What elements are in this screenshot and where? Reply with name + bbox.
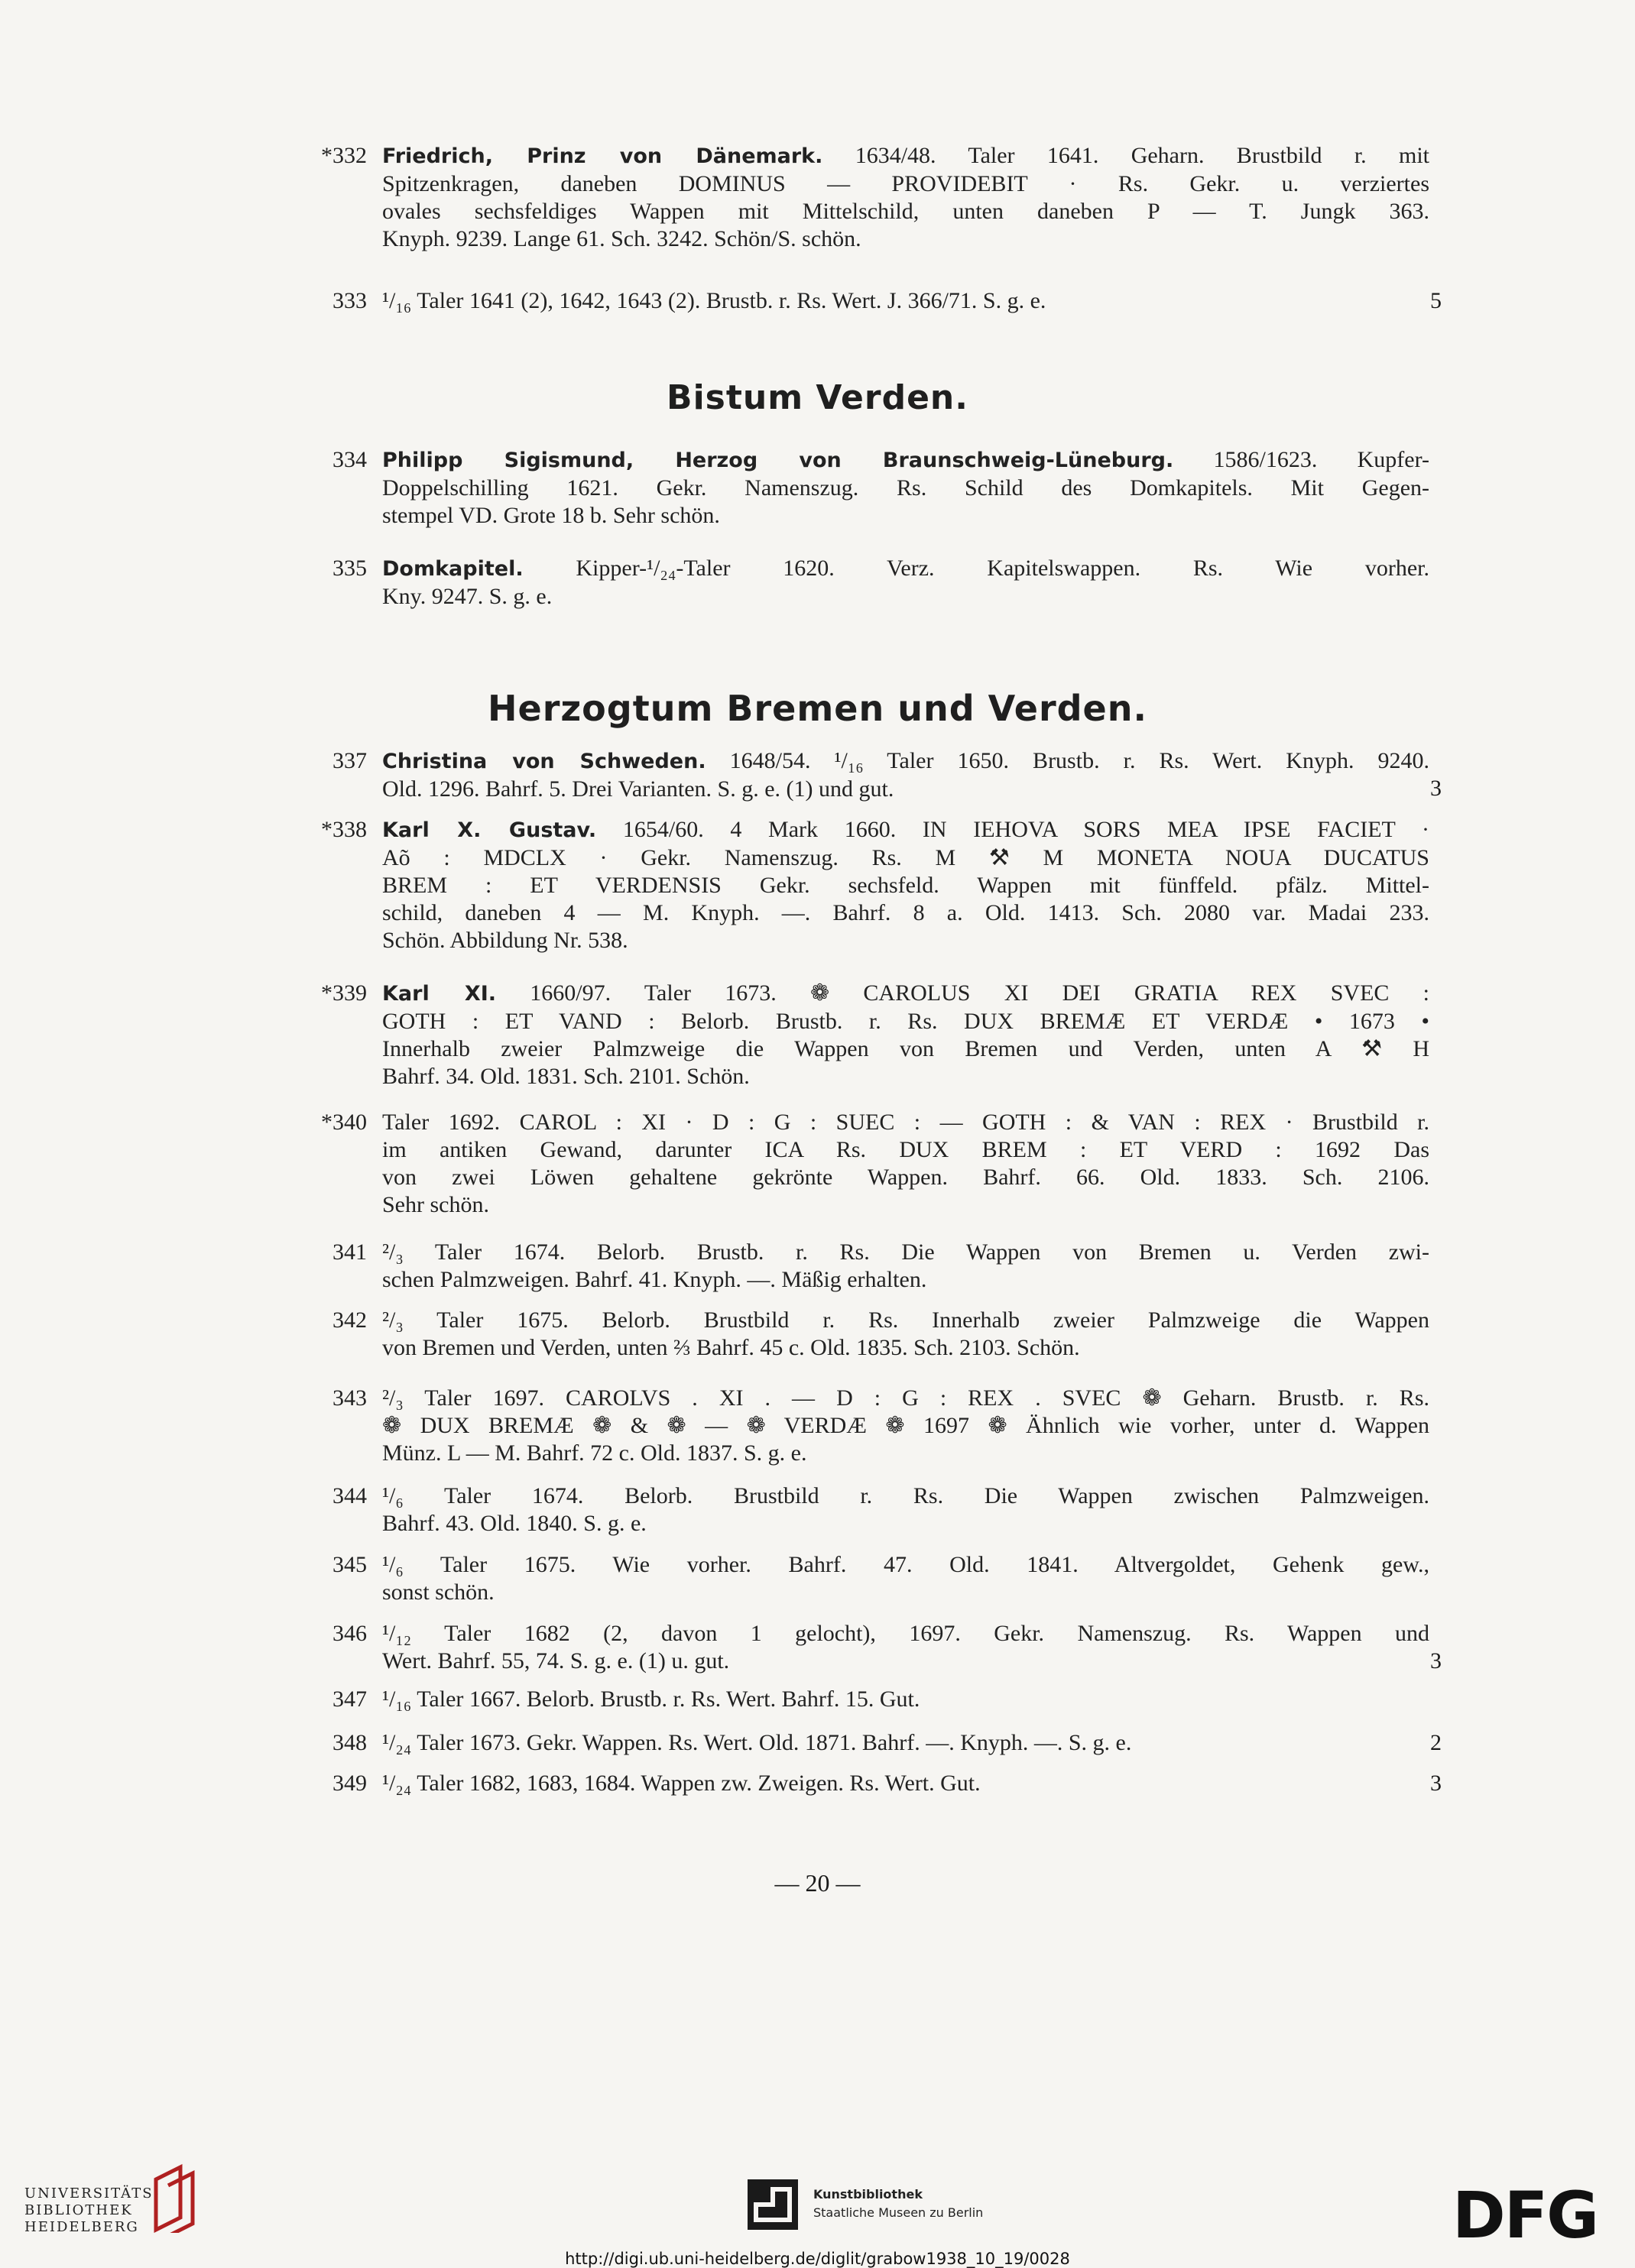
lot-number: *338 [321, 817, 367, 842]
lot-number: 342 [333, 1307, 367, 1333]
entry-title: Philipp Sigismund, Herzog von Braunschweig-Lüneburg. [382, 449, 1174, 472]
entry-title: Christina von Schweden. [382, 750, 706, 773]
entry-text: ¹/₁₆ Taler 1667. Belorb. Brustb. r. Rs. Wert. Bahrf. 15. Gut. [382, 1686, 920, 1712]
entry-text: Bahrf. 34. Old. 1831. Sch. 2101. Schön. [382, 1064, 750, 1089]
price: 2 [1430, 1730, 1442, 1755]
lot-number: 334 [333, 447, 367, 472]
lot-number: 341 [333, 1239, 367, 1265]
entry-text: 1634/48. Taler 1641. Geharn. Brustbild r. mit [822, 143, 1429, 168]
kunstbibliothek-name: Kunstbibliothek [813, 2187, 923, 2202]
entry-text: ²/₃ Taler 1674. Belorb. Brustb. r. Rs. Die Wappen von Bremen u. Verden zwi- [382, 1239, 1429, 1265]
entry-text: Kny. 9247. S. g. e. [382, 584, 553, 609]
lot-entry [321, 1109, 1429, 1219]
lot-number: 345 [333, 1552, 367, 1577]
dfg-logo: DFG [1452, 2178, 1598, 2253]
price: 3 [1430, 1771, 1442, 1796]
entry-text: Doppelschilling 1621. Gekr. Namenszug. Rs. Schild des Domkapitels. Mit Gegen- [382, 475, 1429, 501]
lot-entry [333, 555, 1429, 611]
university-line: BIBLIOTHEK [24, 2202, 133, 2218]
entry-text: sonst schön. [382, 1580, 495, 1605]
university-line: UNIVERSITÄTS- [24, 2185, 161, 2202]
entry-title: Friedrich, Prinz von Dänemark. [382, 144, 823, 168]
entry-text: ¹/₆ Taler 1674. Belorb. Brustbild r. Rs. Die Wappen zwischen Palmzweigen. [382, 1483, 1429, 1508]
entry-text: von Bremen und Verden, unten ⅔ Bahrf. 45 c. Old. 1835. Sch. 2103. Schön. [382, 1335, 1080, 1360]
entry-text: Taler 1692. CAROL : XI · D : G : SUEC : — GOTH : & VAN : REX · Brustbild r. [382, 1110, 1429, 1135]
entry-text: BREM : ET VERDENSIS Gekr. sechsfeld. Wappen mit fünffeld. pfälz. Mittel- [382, 873, 1429, 898]
entry-text: ¹/₆ Taler 1675. Wie vorher. Bahrf. 47. Old. 1841. Altvergoldet, Gehenk gew., [382, 1552, 1429, 1577]
entry-text: stempel VD. Grote 18 b. Sehr schön. [382, 503, 720, 528]
lot-entry [333, 446, 1429, 530]
lot-entry [333, 1551, 1429, 1606]
entry-text: Wert. Bahrf. 55, 74. S. g. e. (1) u. gut. [382, 1648, 730, 1673]
lot-entry [333, 747, 1442, 803]
lot-entry [333, 1239, 1429, 1294]
lot-number: 333 [333, 288, 367, 313]
university-logo-icon [150, 2164, 203, 2233]
section-heading: Herzogtum Bremen und Verden. [488, 688, 1147, 729]
entry-title: Domkapitel. [382, 557, 524, 581]
entry-text: Schön. Abbildung Nr. 538. [382, 928, 628, 953]
entry-text: Old. 1296. Bahrf. 5. Drei Varianten. S. g. e. (1) und gut. [382, 776, 894, 802]
price: 3 [1430, 1648, 1442, 1673]
lot-entry [333, 1385, 1429, 1467]
lot-number: 346 [333, 1621, 367, 1646]
entry-title: Karl X. Gustav. [382, 818, 597, 842]
lot-number: 347 [333, 1686, 367, 1712]
entry-text: ovales sechsfeldiges Wappen mit Mittelschild, unten daneben P — T. Jungk 363. [382, 199, 1429, 224]
lot-entry [333, 1620, 1442, 1675]
entry-text: Münz. L — M. Bahrf. 72 c. Old. 1837. S. g. e. [382, 1440, 807, 1466]
entry-text: 1660/97. Taler 1673. ❁ CAROLUS XI DEI GRATIA REX SVEC : [496, 980, 1430, 1006]
entry-text: ¹/₂₄ Taler 1682, 1683, 1684. Wappen zw. Zweigen. Rs. Wert. Gut. [382, 1771, 981, 1796]
source-url[interactable]: http://digi.ub.uni-heidelberg.de/diglit/grabow1938_10_19/0028 [565, 2250, 1070, 2268]
lot-entry [333, 1482, 1429, 1537]
entry-text: Sehr schön. [382, 1192, 489, 1217]
lot-entry [333, 1307, 1429, 1362]
entry-title: Karl XI. [382, 982, 496, 1006]
lot-number: 349 [333, 1771, 367, 1796]
lot-number: *332 [321, 143, 367, 168]
entry-text: im antiken Gewand, darunter ICA Rs. DUX BREM : ET VERD : 1692 Das [382, 1137, 1429, 1162]
kunstbibliothek-text [813, 2185, 983, 2222]
entry-text: Knyph. 9239. Lange 61. Sch. 3242. Schön/S. schön. [382, 226, 861, 251]
entry-text: ²/₃ Taler 1675. Belorb. Brustbild r. Rs. Innerhalb zweier Palmzweige die Wappen [382, 1307, 1429, 1333]
entry-text: von zwei Löwen gehaltene gekrönte Wappen. Bahrf. 66. Old. 1833. Sch. 2106. [382, 1165, 1429, 1190]
section-heading: Bistum Verden. [667, 378, 968, 417]
entry-text: schild, daneben 4 — M. Knyph. —. Bahrf. 8 a. Old. 1413. Sch. 2080 var. Madai 233. [382, 900, 1429, 925]
lot-entry [333, 1770, 1442, 1797]
page-number: — 20 — [774, 1869, 861, 1897]
entry-text: Innerhalb zweier Palmzweige die Wappen von Bremen und Verden, unten A ⚒ H [382, 1036, 1429, 1061]
entry-text: ¹/₁₂ Taler 1682 (2, davon 1 gelocht), 1697. Gekr. Namenszug. Rs. Wappen und [382, 1621, 1429, 1646]
entry-text: 1648/54. ¹/₁₆ Taler 1650. Brustb. r. Rs. Wert. Knyph. 9240. [706, 748, 1429, 773]
kunstbibliothek-logo-icon [748, 2179, 798, 2230]
university-library-text [24, 2185, 160, 2236]
lot-number: *340 [321, 1110, 367, 1135]
entry-text: Bahrf. 43. Old. 1840. S. g. e. [382, 1511, 647, 1536]
entry-text: Kipper-¹/₂₄-Taler 1620. Verz. Kapitelswappen. Rs. Wie vorher. [523, 556, 1429, 581]
entry-text: ¹/₂₄ Taler 1673. Gekr. Wappen. Rs. Wert. Old. 1871. Bahrf. —. Knyph. —. S. g. e. [382, 1730, 1132, 1755]
lot-number: 348 [333, 1730, 367, 1755]
entry-text: ❁ DUX BREMÆ ❁ & ❁ — ❁ VERDÆ ❁ 1697 ❁ Ähnlich wie vorher, unter d. Wappen [382, 1413, 1429, 1438]
lot-number: 343 [333, 1385, 367, 1411]
lot-number: 335 [333, 556, 367, 581]
entry-text: GOTH : ET VAND : Belorb. Brustb. r. Rs. DUX BREMÆ ET VERDÆ • 1673 • [382, 1009, 1429, 1034]
kunstbibliothek-subtitle: Staatliche Museen zu Berlin [813, 2205, 984, 2220]
lot-entry [333, 1729, 1442, 1757]
entry-text: ²/₃ Taler 1697. CAROLVS . XI . — D : G : REX . SVEC ❁ Geharn. Brustb. r. Rs. [382, 1385, 1429, 1411]
university-line: HEIDELBERG [24, 2219, 139, 2235]
entry-text: ¹/₁₆ Taler 1641 (2), 1642, 1643 (2). Brustb. r. Rs. Wert. J. 366/71. S. g. e. [382, 288, 1046, 313]
lot-entry [321, 142, 1429, 253]
lot-entry [333, 287, 1442, 315]
entry-text: 1586/1623. Kupfer- [1173, 447, 1429, 472]
lot-number: 344 [333, 1483, 367, 1508]
entry-text: Spitzenkragen, daneben DOMINUS — PROVIDEBIT · Rs. Gekr. u. verziertes [382, 171, 1429, 196]
price: 3 [1430, 776, 1442, 801]
entry-text: schen Palmzweigen. Bahrf. 41. Knyph. —. Mäßig erhalten. [382, 1267, 927, 1292]
entry-text: Aõ : MDCLX · Gekr. Namenszug. Rs. M ⚒ M MONETA NOUA DUCATUS [382, 845, 1429, 870]
price: 5 [1430, 288, 1442, 313]
lot-number: *339 [321, 980, 367, 1006]
entry-text: 1654/60. 4 Mark 1660. IN IEHOVA SORS MEA IPSE FACIET · [596, 817, 1430, 842]
lot-entry [321, 980, 1430, 1090]
lot-entry [333, 1686, 1429, 1713]
digitization-footer [0, 2124, 1635, 2267]
lot-number: 337 [333, 748, 367, 773]
lot-entry [321, 816, 1430, 954]
